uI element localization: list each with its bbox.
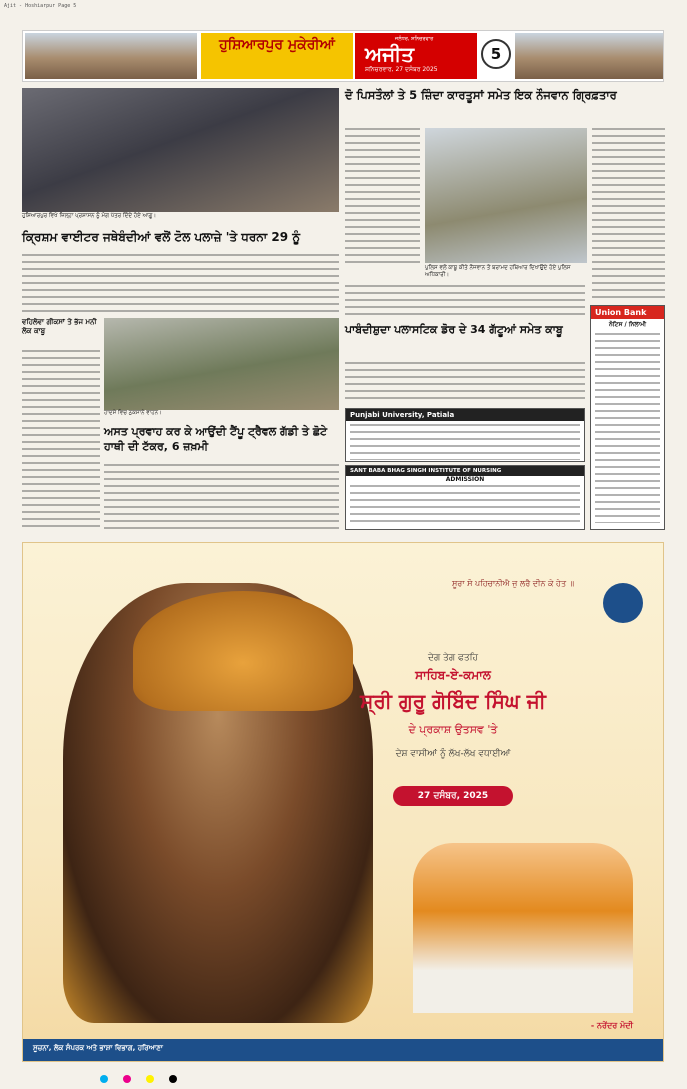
guru-portrait xyxy=(63,583,373,1023)
nursing-ad xyxy=(345,465,585,530)
story4-photo xyxy=(104,318,339,410)
story1-caption: ਹੁਸ਼ਿਆਰਪੁਰ ਵਿਖੇ ਜ਼ਿਲ੍ਹਾ ਪ੍ਰਸ਼ਾਸਨ ਨੂੰ ਮੰਗ ਪੱਤਰ ਦਿੰਦੇ ਹੋਏ ਆਗੂ। xyxy=(22,213,157,219)
greeting-date: 27 ਦਸੰਬਰ, 2025 xyxy=(393,786,513,806)
yellow-swatch xyxy=(146,1075,154,1083)
greeting-motto: ਸੂਰਾ ਸੋ ਪਹਿਚਾਨੀਐ ਜੁ ਲਰੈ ਦੀਨ ਕੇ ਹੇਤ ॥ xyxy=(451,579,574,588)
pu-title: Punjabi University, Patiala xyxy=(346,409,584,421)
union-bank-logo: Union Bank xyxy=(591,306,664,319)
nursing-admission: ADMISSION xyxy=(445,476,485,483)
city-line: ਜਲੰਧਰ, ਸ਼ਨਿਚਰਵਾਰ xyxy=(395,36,434,42)
quote-signature: - ਨਰੇਂਦਰ ਮੋਦੀ xyxy=(590,1021,633,1030)
story2-body-right xyxy=(592,128,665,303)
story4-side-body xyxy=(22,350,100,530)
story2-caption: ਪੁਲਿਸ ਵਲੋਂ ਕਾਬੂ ਕੀਤੇ ਨੌਜਵਾਨ ਤੋਂ ਬਰਾਮਦ ਹਥਿਆਰ ਦਿਖਾਉਂਦੇ ਹੋਏ ਪੁਲਿਸ ਅਧਿਕਾਰੀ। xyxy=(425,265,571,278)
black-swatch xyxy=(169,1075,177,1083)
page-number: 5 xyxy=(481,39,511,69)
greeting-deg: ਦੇਗ ਤੇਗ ਫਤਹਿ xyxy=(427,653,479,663)
magenta-swatch xyxy=(123,1075,131,1083)
pu-body xyxy=(350,424,580,460)
greeting-title: ਸ੍ਰੀ ਗੁਰੂ ਗੋਬਿੰਦ ਸਿੰਘ ਜੀ xyxy=(360,689,546,713)
greeting-wishes: ਦੇਸ਼ ਵਾਸੀਆਂ ਨੂੰ ਲੱਖ-ਲੱਖ ਵਧਾਈਆਂ xyxy=(395,749,511,759)
masthead xyxy=(22,30,664,82)
story2-photo xyxy=(425,128,587,263)
story3-body xyxy=(345,362,585,402)
union-notice-title: ਨੋਟਿਸ / ਨਿਲਾਮੀ xyxy=(608,321,647,328)
greeting-ad xyxy=(22,542,664,1062)
masthead-photo-left xyxy=(25,33,197,79)
story4-headline: ਅਸਤ ਪ੍ਰਵਾਹ ਕਰ ਕੇ ਆਉਂਦੀ ਟੈਂਪੂ ਟ੍ਰੈਵਲ ਗੱਡੀ ਤੇ ਛੋਟੇ ਹਾਥੀ ਦੀ ਟੱਕਰ, 6 ਜ਼ਖ਼ਮੀ xyxy=(104,425,328,453)
story4-caption: ਹਾਦਸੇ ਵਿਚ ਨੁਕਸਾਨੇ ਵਾਹਨ। xyxy=(104,410,162,416)
story2-headline: ਦੋ ਪਿਸਤੌਲਾਂ ਤੇ 5 ਜ਼ਿੰਦਾ ਕਾਰਤੂਸਾਂ ਸਮੇਤ ਇਕ ਨੌਜਵਾਨ ਗ੍ਰਿਫ਼ਤਾਰ xyxy=(345,88,617,102)
masthead-photo-right xyxy=(515,33,663,79)
union-bank-ad xyxy=(590,305,665,530)
pu-ad xyxy=(345,408,585,462)
story1-body xyxy=(22,254,339,314)
print-color-bar xyxy=(100,1068,580,1078)
nursing-body xyxy=(350,485,580,523)
nursing-title: SANT BABA BHAG SINGH INSTITUTE OF NURSING xyxy=(346,466,584,476)
issue-date: ਸ਼ਨਿਚਰਵਾਰ, 27 ਦਸੰਬਰ 2025 xyxy=(365,66,438,73)
union-notice-body xyxy=(595,333,660,523)
print-slug: Ajit - Hoshiarpur Page 5 xyxy=(4,3,77,9)
greeting-footer: ਸੂਚਨਾ, ਲੋਕ ਸੰਪਰਕ ਅਤੇ ਭਾਸ਼ਾ ਵਿਭਾਗ, ਹਰਿਆਣਾ xyxy=(23,1039,664,1061)
story2-body-bottom xyxy=(345,285,585,315)
story2-body-left xyxy=(345,128,420,268)
paper-name: ਅਜੀਤ xyxy=(365,42,415,66)
story3-headline: ਪਾਬੰਦੀਸ਼ੁਦਾ ਪਲਾਸਟਿਕ ਡੋਰ ਦੇ 34 ਗੱਟੂਆਂ ਸਮੇਤ ਕਾਬੂ xyxy=(345,323,563,336)
story1-headline: ਕ੍ਰਿਸ਼ਮ ਵਾਈਟਰ ਜਥੇਬੰਦੀਆਂ ਵਲੋਂ ਟੋਲ ਪਲਾਜ਼ੇ 'ਤੇ ਧਰਨਾ 29 ਨੂੰ xyxy=(22,230,301,244)
story1-photo xyxy=(22,88,339,212)
cyan-swatch xyxy=(100,1075,108,1083)
paper-name-block xyxy=(355,33,477,79)
greeting-sahib: ਸਾਹਿਬ-ਏ-ਕਮਾਲ xyxy=(415,668,491,682)
greeting-occasion: ਦੇ ਪ੍ਰਕਾਸ਼ ਉਤਸਵ 'ਤੇ xyxy=(408,723,498,736)
story4-side-headline: ਵਹਿਲੋਵਾ ਗੀਕਸਾਂ ਤੇ ਭੱਜ ਮਨੀ ਲੋਕ ਕਾਬੂ xyxy=(22,318,97,335)
turban xyxy=(133,591,353,711)
leaders-photo xyxy=(413,843,633,1013)
story4-body xyxy=(104,464,339,530)
haryana-emblem xyxy=(603,583,643,623)
edition-brand: ਹੁਸ਼ਿਆਰਪੁਰ ਮੁਕੇਰੀਆਂ xyxy=(201,33,353,79)
